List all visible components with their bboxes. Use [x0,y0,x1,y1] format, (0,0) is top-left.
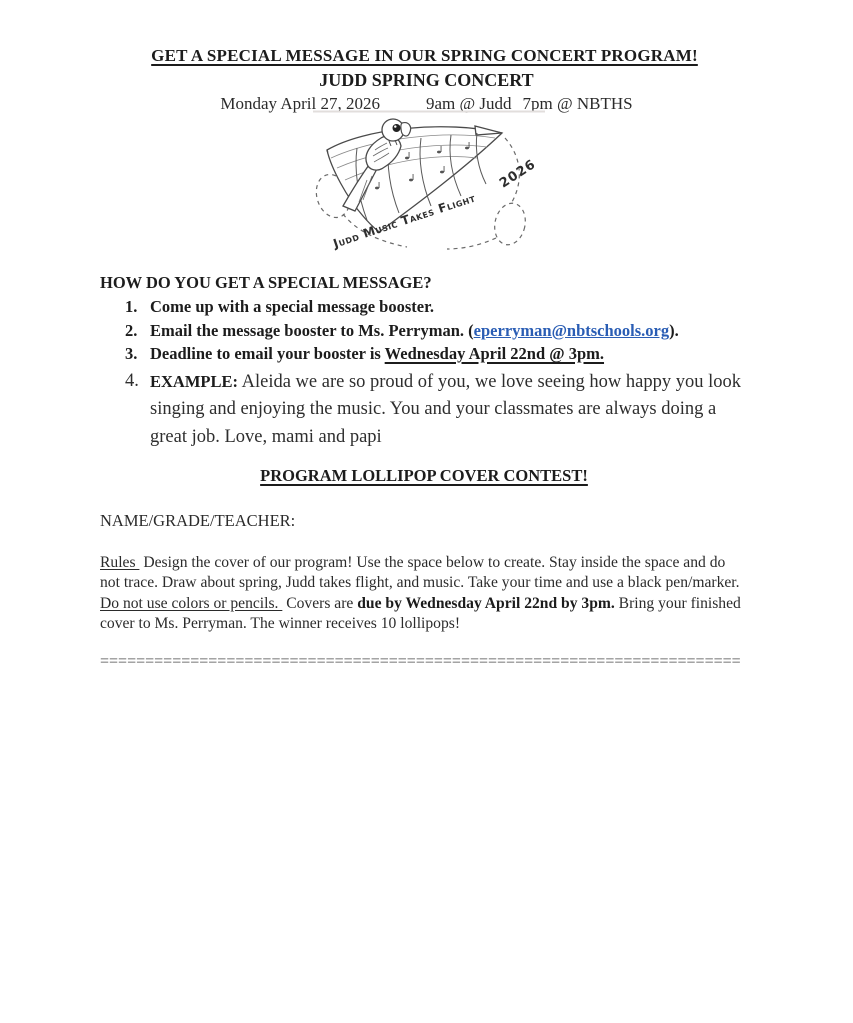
list-item-text [150,319,748,343]
rules-part1: Design the cover of our program! Use the space below to create. Stay inside the space and do not trace. Draw about spring, Judd takes flight, and music. Take your time and use a black pen/marker. [100,554,740,592]
contest-heading-text: PROGRAM LOLLIPOP COVER CONTEST! [260,466,588,485]
contest-heading [100,466,748,486]
bird-eye [393,124,401,132]
caption-year-text: 2026 [497,156,539,192]
list-number: 2. [125,320,138,340]
page-title-text: GET A SPECIAL MESSAGE IN OUR SPRING CONCERT PROGRAM! [151,46,698,65]
item2-post: ). [669,320,679,340]
list-item-4 [100,368,748,452]
example-body: Aleida we are so proud of you, we love seeing how happy you look singing and enjoying the music. You and your classmates are always doing a great job. Love, mami and papi [150,371,741,447]
list-item-1 [100,295,748,319]
email-link[interactable]: eperryman@nbtschools.org [473,320,670,340]
name-grade-teacher-label: NAME/GRADE/TEACHER: [100,511,296,530]
example-text [150,368,748,452]
rules-underlined: Do not use colors or pencils. [100,594,283,612]
howto-list [100,295,748,451]
page-title [0,46,853,66]
bird-beak [401,123,411,136]
rules-part2: Covers are [282,594,358,612]
rules-label: Rules [100,554,140,571]
example-label: EXAMPLE: [150,371,238,391]
rules-due-bold: due by Wednesday April 22nd by 3pm. [357,594,615,612]
header [0,46,853,114]
item2-pre: Email the message booster to Ms. Perryman. ( [150,320,474,340]
time-nbths: 7pm @ NBTHS [522,94,633,113]
caption-arc-text: Judd Music Takes Flight [331,190,478,251]
list-item-text [150,342,748,366]
list-number: 4. [125,370,139,391]
list-number: 3. [125,344,138,363]
equals-divider: ======================================================================= [100,652,741,670]
howto-heading: HOW DO YOU GET A SPECIAL MESSAGE? [100,273,432,292]
item3-pre: Deadline to email your booster is [150,344,385,363]
deadline-underlined: Wednesday April 22nd @ 3pm. [384,344,605,363]
list-item-2 [100,319,748,343]
bird-airplane-svg [305,110,553,256]
list-number: 1. [125,297,138,316]
list-item-text: Come up with a special message booster. [150,297,435,316]
time-judd: 9am @ Judd [425,94,512,113]
rules-part3: Bring your finished cover to Ms. Perryman. The winner receives 10 lollipops! [100,594,741,633]
bird-eye-highlight [394,125,396,127]
subtitle: JUDD SPRING CONCERT [319,70,534,90]
bird-airplane-illustration [305,110,553,256]
body-column [100,272,748,670]
list-item-3 [100,342,748,366]
date-text: Monday April 27, 2026 [220,94,380,113]
rules-paragraph [100,553,748,635]
